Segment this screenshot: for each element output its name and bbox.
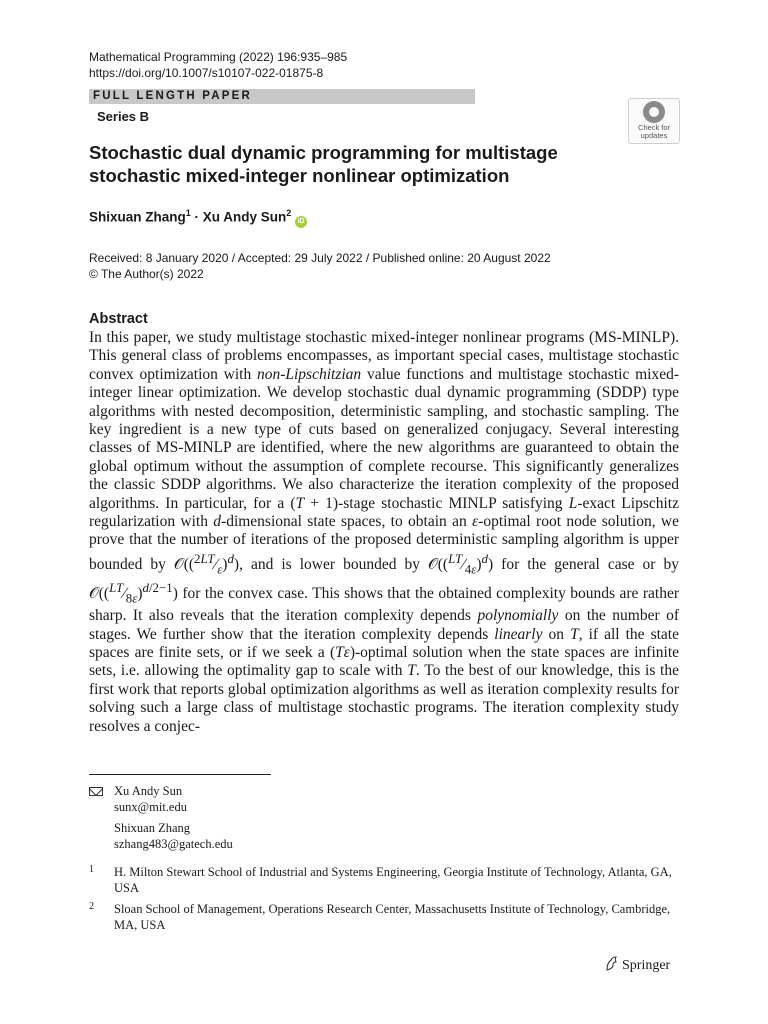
contact-email[interactable]: szhang483@gatech.edu [114, 836, 233, 851]
paper-type-label: FULL LENGTH PAPER [93, 90, 253, 102]
author-list [89, 208, 307, 228]
footnote-rule [89, 774, 271, 775]
publisher-logo [604, 956, 670, 974]
contact-name: Shixuan Zhang [114, 821, 191, 835]
corresponding-contacts [114, 784, 233, 852]
affiliation-number: 1 [89, 864, 94, 875]
check-updates-text: Check for updates [637, 123, 671, 140]
publisher-name: Springer [622, 958, 671, 973]
series-label: Series B [97, 109, 150, 124]
author-separator: · [190, 209, 203, 225]
affiliation-marker: 1 [185, 208, 191, 218]
abstract-body: In this paper, we study multistage stochastic mixed-integer nonlinear programs (MS-MINLP). This general class of problems encompasses, as important special cases, multistage stochastic convex optimization with non-Lipschitzian value functions and multistage stochastic mixed-integer linear optimization. We develop stochastic dual dynamic programming (SDDP) type algorithms with nested decomposition, deterministic sampling, and stochastic sampling. The key ingredient is a new type of cuts based on generalized conjugacy. Several interesting classes of MS-MINLP are identified, where the new algorithms are guaranteed to obtain the global optimum without the assumption of complete recourse. This significantly generalizes the classic SDDP algorithms. We also characterize the iteration complexity of the proposed algorithms. In particular, for a (T + 1)-stage stochastic MINLP satisfying L-exact Lipschitz regularization with d-dimensional state spaces, to obtain an ε-optimal root node solution, we prove that the number of iterations of the proposed deterministic sampling algorithm is upper bounded by $𝒪((^{2LT}⁄_\varepsilon)^d)$, and is lower bounded by $𝒪((^{LT}⁄_{4\varepsilon})^d)$ for the general case or by $𝒪((^{LT}⁄_{8\varepsilon})^{d/2-1})$ for the convex case. This shows that the obtained complexity bounds are rather sharp. It also reveals that the iteration complexity depends polynomially on the number of stages. We further show that the iteration complexity depends linearly on T, if all the state spaces are finite sets, or if we seek a (Tε)-optimal solution when the state spaces are infinite sets, i.e. allowing the optimality gap to scale with T. To the best of our knowledge, this is the first work that reports global optimization algorithms as well as iteration complexity results for solving such a large class of multistage stochastic programs. The iteration complexity study resolves a conjec- [89, 329, 680, 735]
copyright-line: © The Author(s) 2022 [89, 267, 204, 281]
doi-link[interactable]: https://doi.org/10.1007/s10107-022-01875-8 [89, 66, 324, 80]
check-updates-icon [643, 101, 665, 123]
abstract-heading: Abstract [89, 311, 148, 327]
paper-title: Stochastic dual dynamic programming for multistage stochastic mixed-integer nonlinear optimization [89, 142, 558, 186]
envelope-icon [89, 787, 103, 796]
history-line: Received: 8 January 2020 / Accepted: 29 July 2022 / Published online: 20 August 2022 [89, 251, 551, 265]
journal-citation [89, 49, 347, 81]
affiliation-text: Sloan School of Management, Operations Research Center, Massachusetts Institute of Technology, Cambridge, MA, USA [114, 902, 671, 932]
author-name[interactable]: Xu Andy Sun [202, 209, 287, 225]
affiliation-number: 2 [89, 901, 94, 912]
orcid-icon[interactable]: iD [295, 216, 307, 228]
affiliation-text: H. Milton Stewart School of Industrial and Systems Engineering, Georgia Institute of Technology, Atlanta, GA, USA [114, 865, 672, 895]
author-name[interactable]: Shixuan Zhang [89, 209, 186, 225]
publication-dates [89, 250, 551, 282]
springer-horse-icon [604, 956, 618, 971]
contact-email[interactable]: sunx@mit.edu [114, 799, 187, 814]
check-for-updates-badge[interactable] [628, 98, 680, 144]
affiliation-marker: 2 [286, 208, 292, 218]
contact-name: Xu Andy Sun [114, 784, 183, 798]
paper-type-band [89, 89, 475, 104]
journal-line: Mathematical Programming (2022) 196:935–985 [89, 50, 348, 64]
